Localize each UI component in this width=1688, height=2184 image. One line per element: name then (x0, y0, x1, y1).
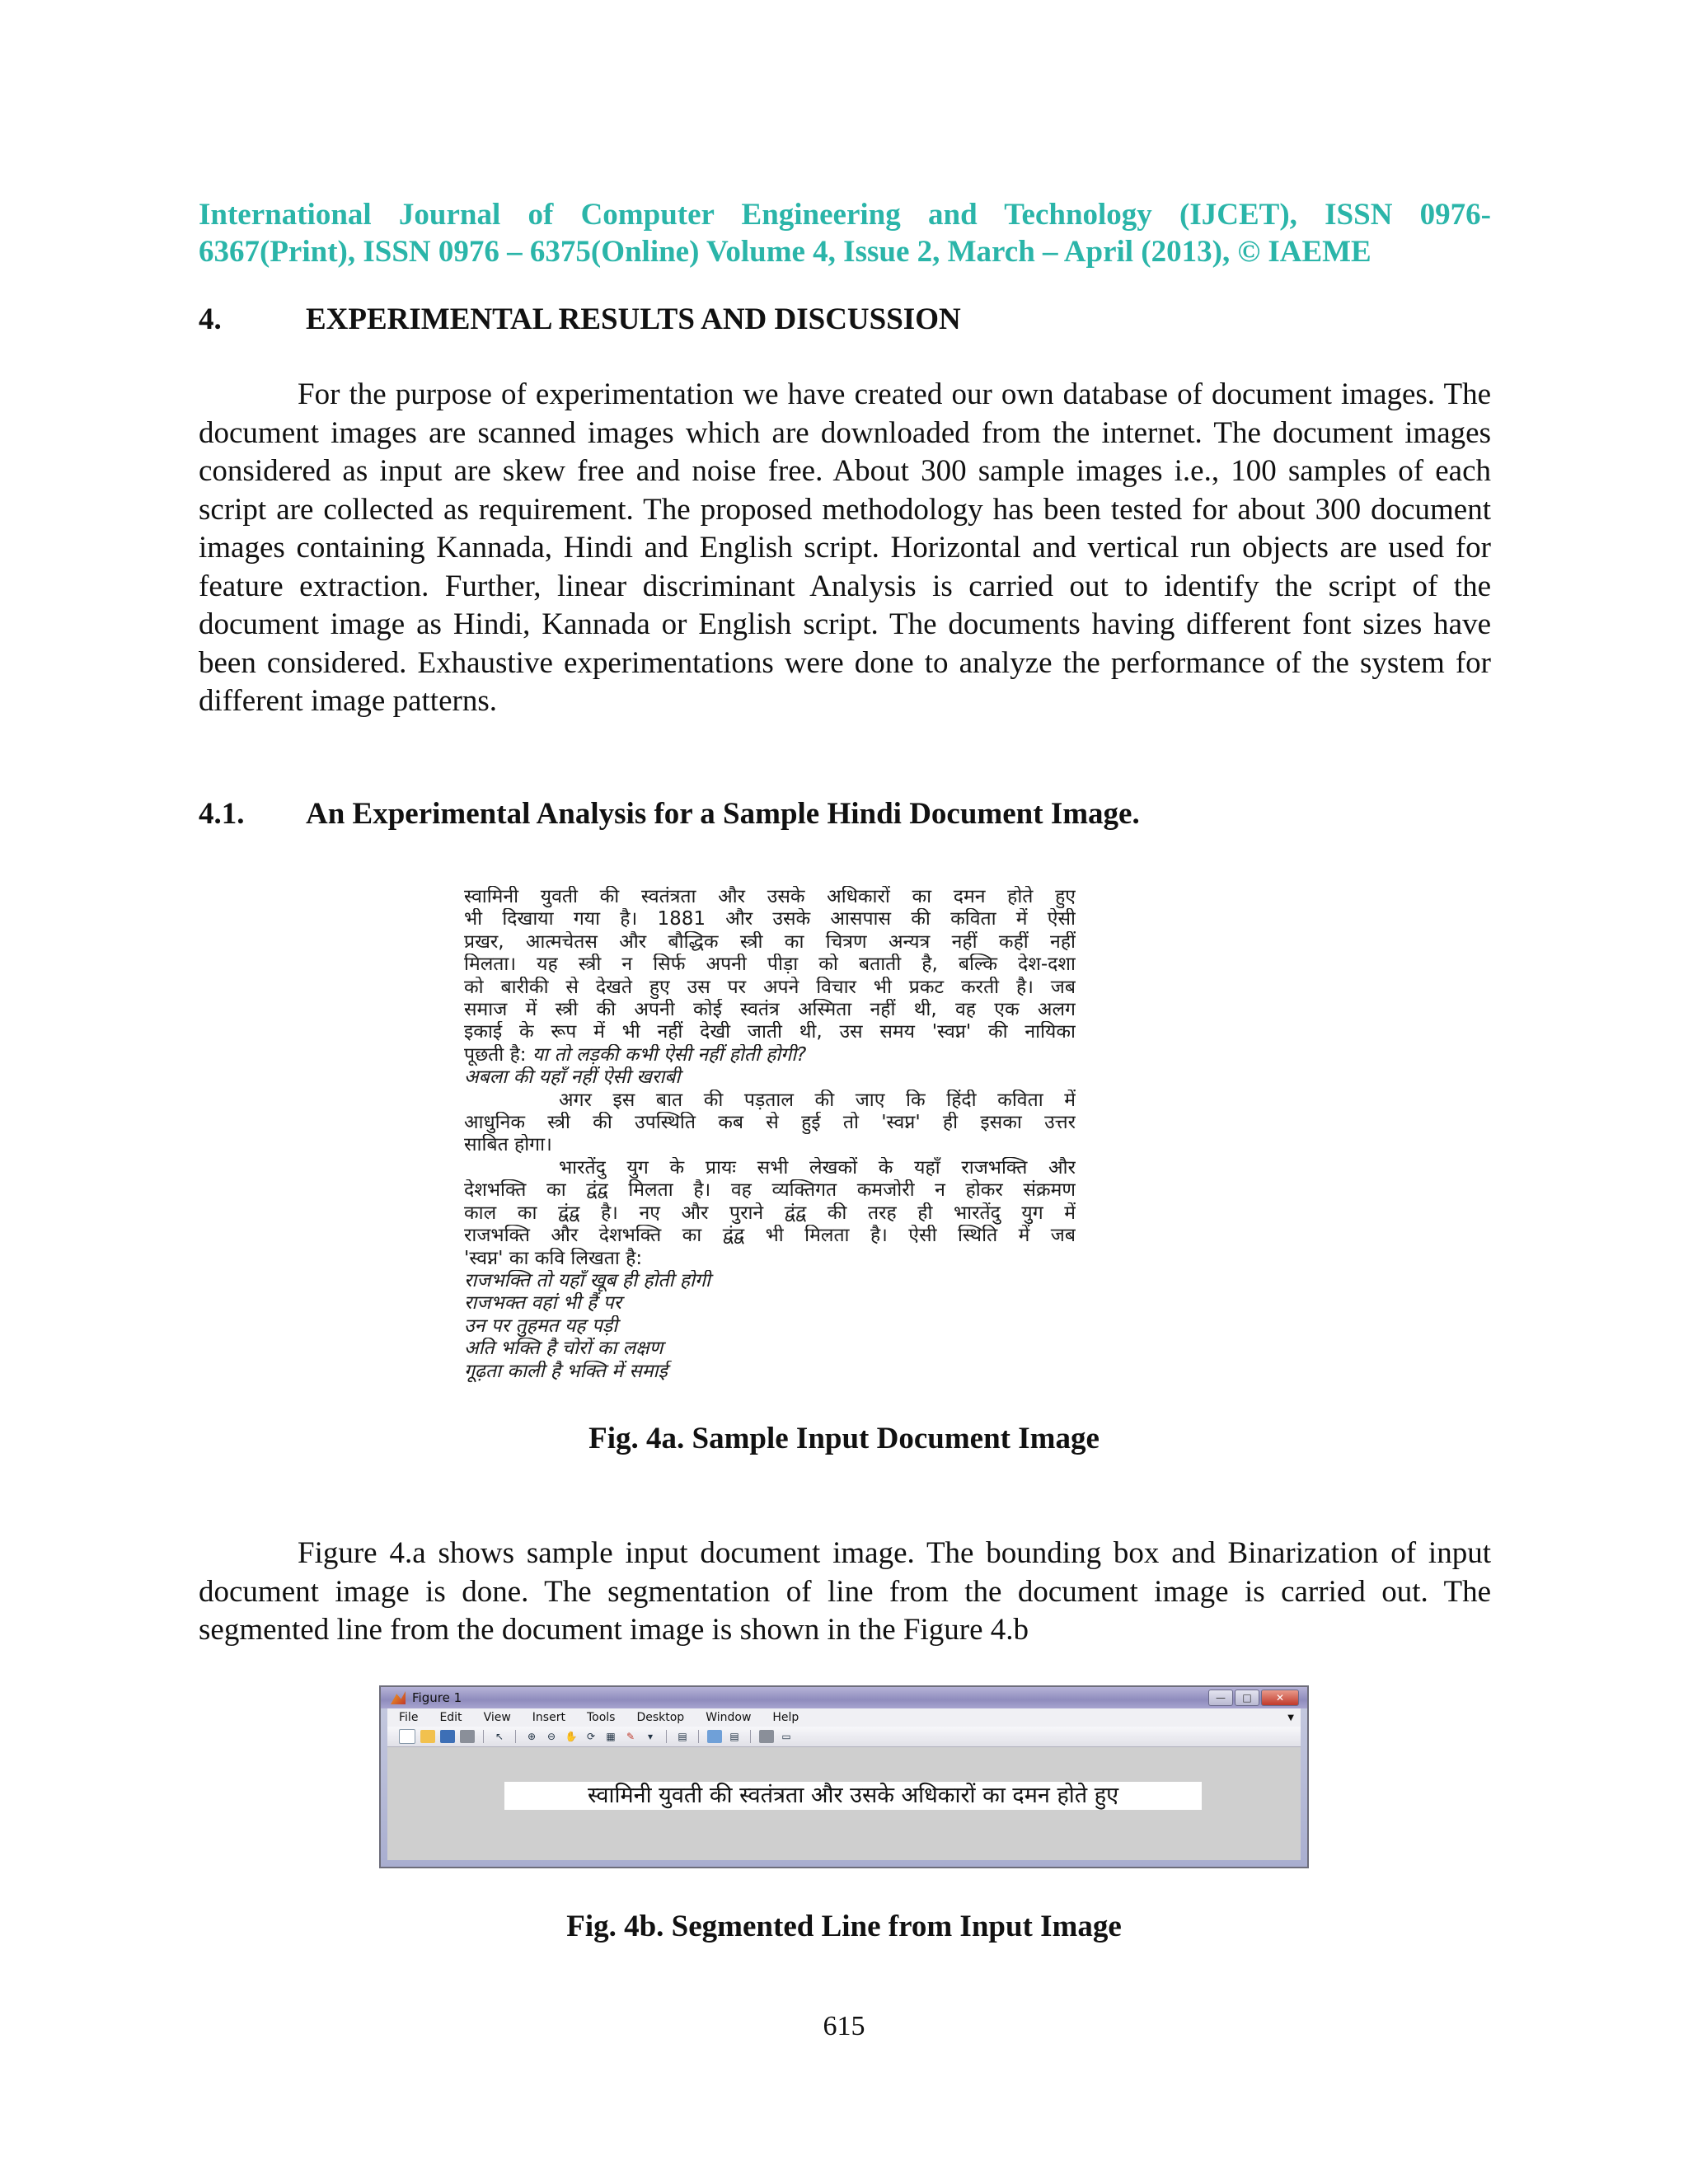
close-icon: ✕ (1261, 1690, 1299, 1706)
figure-canvas (387, 1747, 1301, 1860)
menu-insert: Insert (532, 1711, 565, 1724)
hindi-line: स्वामिनी युवती की स्वतंत्रता और उसके अधिकारों का दमन होते हुए (464, 886, 1076, 907)
edit-plot-icon: ↖ (495, 1731, 504, 1742)
rotate-icon: ⟳ (586, 1731, 596, 1742)
section-4-paragraph (199, 376, 1491, 721)
open-file-icon (420, 1730, 435, 1743)
hindi-line: इकाई के रूप में भी नहीं देखी जाती थी, उस समय 'स्वप्न' की नायिका (464, 1021, 1076, 1043)
maximize-icon: □ (1235, 1690, 1259, 1706)
hindi-line: काल का द्वंद्व है। नए और पुराने द्वंद्व की तरह ही भारतेंदु युग में (464, 1202, 1076, 1224)
matlab-figure-window (379, 1685, 1309, 1868)
paragraph-text: For the purpose of experimentation we have created our own database of document images. The document images are scanned images which are downloaded from the internet. The document images considered as input are skew free and noise free. About 300 sample images i.e., 100 samples of each script are collected as requirement. The proposed methodology has been tested for about 300 document images containing Kannada, Hindi and English script. Horizontal and vertical run objects are used for feature extraction. Further, linear discriminant Analysis is carried out to identify the script of the document image as Hindi, Kannada or English script. The documents having different font sizes have been considered. Exhaustive experimentations were done to analyze the performance of the system for different image patterns. (199, 377, 1491, 718)
zoom-in-icon: ⊕ (527, 1731, 537, 1742)
sample-hindi-document-image (464, 886, 1076, 1380)
hindi-line: साबित होगा। (464, 1134, 552, 1156)
hindi-line: देशभक्ति का द्वंद्व मिलता है। वह व्यक्तिगत कमजोरी न होकर संक्रमण (464, 1179, 1076, 1202)
hindi-line: अति भक्ति है चोरों का लक्षण (464, 1338, 663, 1360)
subsection-number: 4.1. (199, 797, 245, 831)
section-number: 4. (199, 302, 222, 336)
menu-file: File (399, 1711, 419, 1724)
section-4-1-heading (199, 796, 1140, 832)
hindi-line: गूढ़ता काली है भक्ति में समाई (464, 1360, 668, 1382)
toolbar (387, 1727, 1301, 1747)
matlab-logo-icon (391, 1691, 406, 1704)
hide-plot-tools-icon (759, 1730, 774, 1743)
window-titlebar (381, 1687, 1307, 1708)
hindi-line: भारतेंदु युग के प्रायः सभी लेखकों के यहाँ राजभक्ति और (559, 1156, 1076, 1179)
print-icon (460, 1730, 475, 1743)
hindi-line: को बारीकी से देखते हुए उस पर अपने विचार भी प्रकट करती है। जब (464, 976, 1076, 998)
hindi-line: मिलता। यह स्त्री न सिर्फ अपनी पीड़ा को बताती है, बल्कि देश-दशा (464, 954, 1076, 976)
hindi-line: राजभक्ति और देशभक्ति का द्वंद्व भी मिलता है। ऐसी स्थिति में जब (464, 1225, 1076, 1247)
hindi-line: राजभक्ति तो यहाँ खूब ही होती होगी (464, 1269, 710, 1291)
menu-tools: Tools (586, 1711, 616, 1724)
hindi-line: 'स्वप्न' का कवि लिखता है: (464, 1247, 643, 1269)
section-title: EXPERIMENTAL RESULTS AND DISCUSSION (306, 302, 961, 336)
hindi-line: अबला की यहाँ नहीं ऐसी खराबी (464, 1066, 681, 1089)
show-plot-tools-icon: ▭ (781, 1731, 791, 1742)
hindi-line-italic: या तो लड़की कभी ऐसी नहीं होती होगी? (532, 1043, 807, 1066)
menu-view: View (483, 1711, 511, 1724)
journal-header-line1: International Journal of Computer Engineering and Technology (IJCET), ISSN 0976- (199, 198, 1491, 232)
minimize-icon: — (1208, 1690, 1233, 1706)
figure-4a-caption: Fig. 4a. Sample Input Document Image (588, 1422, 1100, 1455)
paragraph-text: Figure 4.a shows sample input document image. The bounding box and Binarization of input document image is done. The segmentation of line from the document image is carried out. The segmented line from the document image is shown in the Figure 4.b (199, 1536, 1491, 1647)
legend-icon: ▤ (729, 1731, 739, 1742)
hindi-line: समाज में स्त्री की अपनी कोई स्वतंत्र अस्मिता नहीं थी, वह एक अलग (464, 999, 1076, 1021)
menu-help: Help (772, 1711, 799, 1724)
hindi-line-part: पूछती है: (464, 1043, 527, 1066)
subsection-title: An Experimental Analysis for a Sample Hindi Document Image. (306, 797, 1140, 831)
menu-window: Window (706, 1711, 752, 1724)
pan-icon: ✋ (565, 1731, 578, 1742)
menu-bar (387, 1708, 1301, 1727)
data-cursor-icon: ▦ (606, 1731, 616, 1742)
segmented-line-image: स्वामिनी युवती की स्वतंत्रता और उसके अधिकारों का दमन होते हुए (504, 1782, 1202, 1810)
hindi-line: भी दिखाया गया है। 1881 और उसके आसपास की कविता में ऐसी (464, 908, 1076, 930)
journal-header-line2: 6367(Print), ISSN 0976 – 6375(Online) Volume 4, Issue 2, March – April (2013), © IAEME (199, 235, 1372, 269)
save-icon (440, 1730, 455, 1743)
figure-description-paragraph (199, 1535, 1491, 1650)
hindi-line: आधुनिक स्त्री की उपस्थिति कब से हुई तो 'स्वप्न' ही इसका उत्तर (464, 1112, 1076, 1134)
hindi-line: राजभक्त वहां भी हैं पर (464, 1292, 622, 1315)
figure-4b-caption: Fig. 4b. Segmented Line from Input Image (566, 1910, 1122, 1943)
zoom-out-icon: ⊖ (546, 1731, 556, 1742)
colorbar-icon (707, 1730, 722, 1743)
link-plot-icon: ▤ (678, 1731, 687, 1742)
window-title: Figure 1 (412, 1690, 462, 1705)
brush-icon: ✎ (626, 1731, 635, 1742)
menu-edit: Edit (439, 1711, 462, 1724)
hindi-line (464, 1044, 1076, 1066)
hindi-line: उन पर तुहमत यह पड़ी (464, 1315, 618, 1337)
menu-desktop: Desktop (636, 1711, 685, 1724)
dropdown-arrow-icon: ▾ (647, 1731, 654, 1742)
menu-overflow-icon: ▼ (1287, 1713, 1294, 1722)
page-number: 615 (823, 2011, 865, 2041)
section-4-heading (199, 302, 961, 338)
hindi-line: प्रखर, आत्मचेतस और बौद्धिक स्त्री का चित्रण अन्यत्र नहीं कहीं नहीं (464, 930, 1076, 953)
hindi-line: अगर इस बात की पड़ताल की जाए कि हिंदी कविता में (559, 1089, 1076, 1111)
new-figure-icon (399, 1729, 415, 1744)
journal-header (199, 196, 1491, 270)
window-controls (1208, 1690, 1299, 1706)
